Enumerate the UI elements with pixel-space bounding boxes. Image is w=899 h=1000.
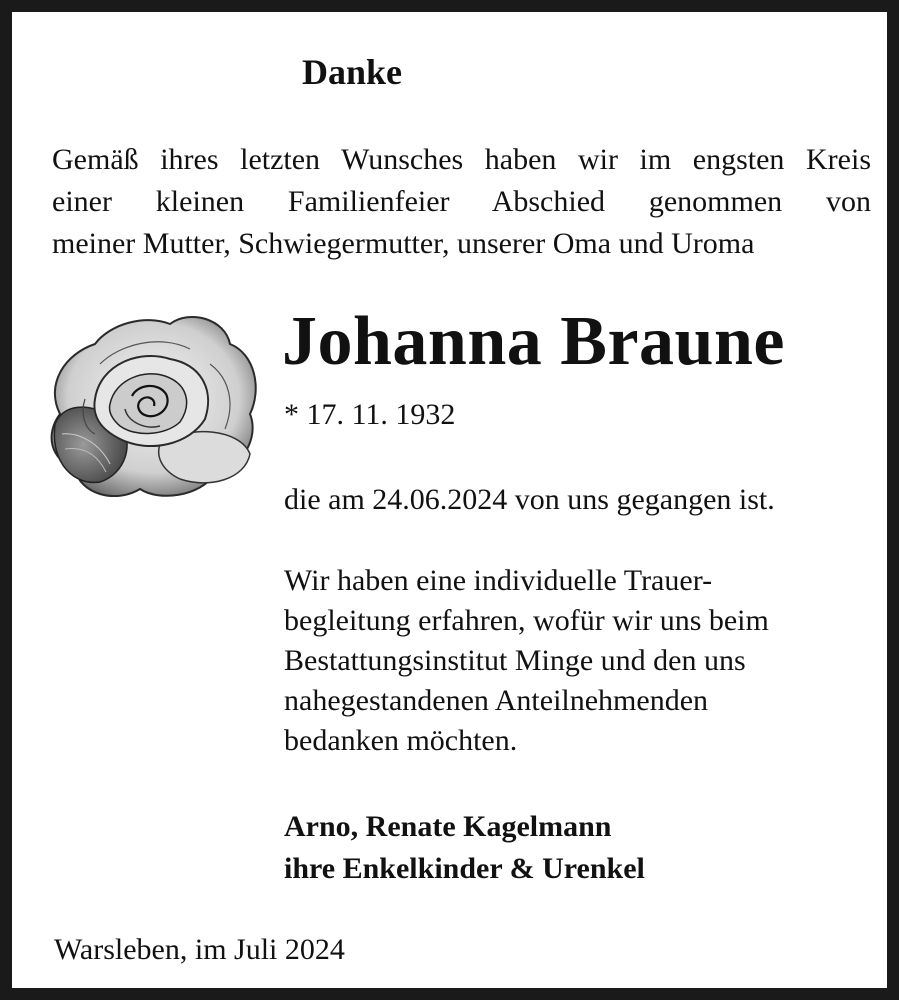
thanks-line: nahegestandenen Anteilnehmenden [284, 684, 709, 717]
signature-line: Arno, Renate Kagelmann [284, 810, 612, 843]
thanks-line: bedanken möchten. [284, 724, 518, 757]
thanks-line: begleitung erfahren, wofür wir uns beim [284, 604, 769, 637]
thanks-line: Wir haben eine individuelle Trauer- [284, 564, 713, 597]
thanks-line: Bestattungsinstitut Minge und den uns [284, 644, 746, 677]
intro-line: Gemäß ihres letzten Wunsches haben wir im engsten Kreis [52, 143, 871, 176]
intro-line: einer kleinen Familienfeier Abschied genommen von [52, 185, 871, 218]
intro-text [52, 139, 871, 265]
thanks-text [284, 561, 864, 761]
page-title: Danke [301, 52, 403, 92]
death-line: die am 24.06.2024 von uns gegangen ist. [284, 483, 775, 516]
deceased-name: Johanna Braune [282, 303, 785, 380]
signature [284, 806, 645, 890]
rose-icon [40, 304, 266, 506]
signature-line: ihre Enkelkinder & Urenkel [284, 852, 645, 885]
place-date: Warsleben, im Juli 2024 [54, 933, 345, 966]
birth-date: * 17. 11. 1932 [284, 398, 456, 431]
intro-line: meiner Mutter, Schwiegermutter, unserer Oma und Uroma [52, 227, 755, 260]
